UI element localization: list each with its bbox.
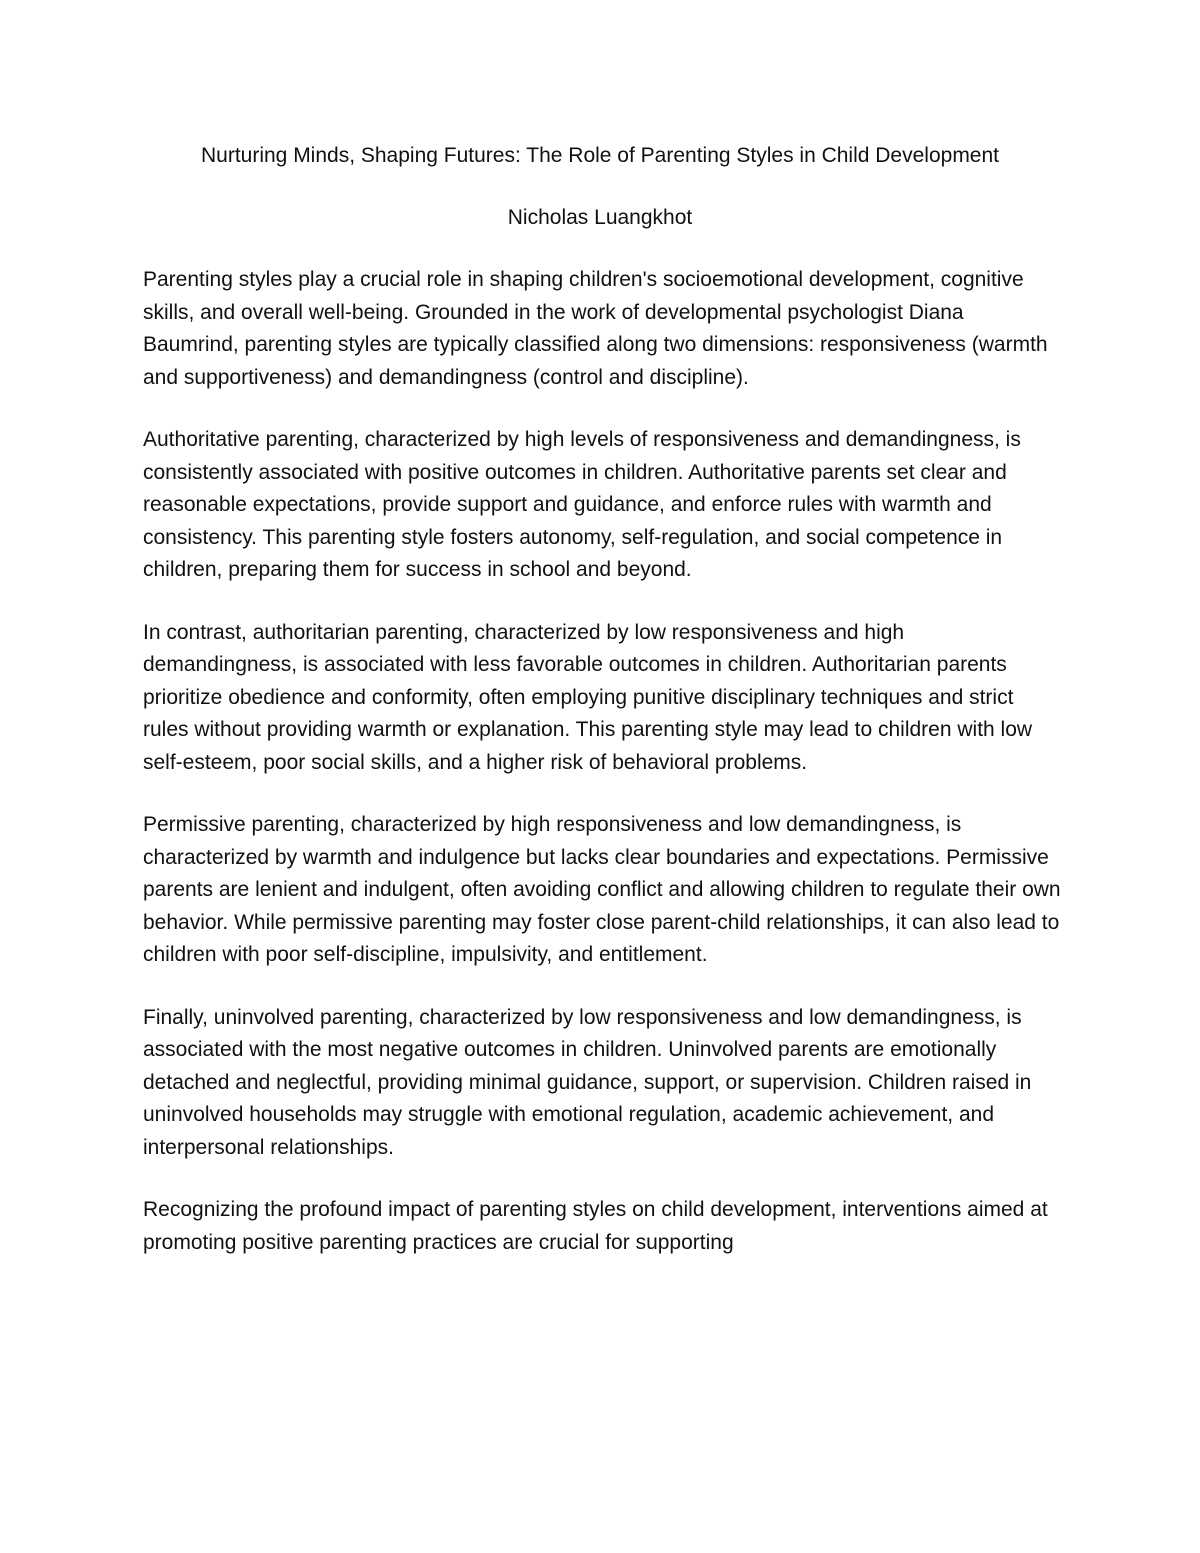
document-title: Nurturing Minds, Shaping Futures: The Role of Parenting Styles in Child Development [200,144,1000,167]
paragraph-intro: Parenting styles play a crucial role in shaping children's socioemotional development, cognitive skills, and overall well-being. Grounded in the work of developmental psychologist Diana Baumrind, parenting styles are typically classified along two dimensions: responsiveness (warmth and supportiveness) and demandingness (control and discipline). [143,268,1048,389]
document-author: Nicholas Luangkhot [507,206,693,229]
paragraph-authoritarian: In contrast, authoritarian parenting, characterized by low responsiveness and high demandingness, is associated with less favorable outcomes in children. Authoritarian parents prioritize obedience and conformity, often employing punitive disciplinary techniques and strict rules without providing warmth or explanation. This parenting style may lead to children with low self-esteem, poor social skills, and a higher risk of behavioral problems. [143,620,1033,774]
paragraph-uninvolved: Finally, uninvolved parenting, characterized by low responsiveness and low demandingness, is associated with the most negative outcomes in children. Uninvolved parents are emotionally detached and neglectful, providing minimal guidance, support, or supervision. Children raised in uninvolved households may struggle with emotional regulation, academic achievement, and interpersonal relationships. [143,1005,1032,1159]
paragraph-conclusion: Recognizing the profound impact of parenting styles on child development, interventions aimed at promoting positive parenting practices are crucial for supporting [143,1198,1048,1254]
document-body [143,264,1063,1289]
paragraph-permissive: Permissive parenting, characterized by high responsiveness and low demandingness, is characterized by warmth and indulgence but lacks clear boundaries and expectations. Permissive parents are lenient and indulgent, often avoiding conflict and allowing children to regulate their own behavior. While permissive parenting may foster close parent-child relationships, it can also lead to children with poor self-discipline, impulsivity, and entitlement. [143,813,1061,966]
paragraph-authoritative: Authoritative parenting, characterized by high levels of responsiveness and demandingness, is consistently associated with positive outcomes in children. Authoritative parents set clear and reasonable expectations, provide support and guidance, and enforce rules with warmth and consistency. This parenting style fosters autonomy, self-regulation, and social competence in children, preparing them for success in school and beyond. [143,428,1021,581]
